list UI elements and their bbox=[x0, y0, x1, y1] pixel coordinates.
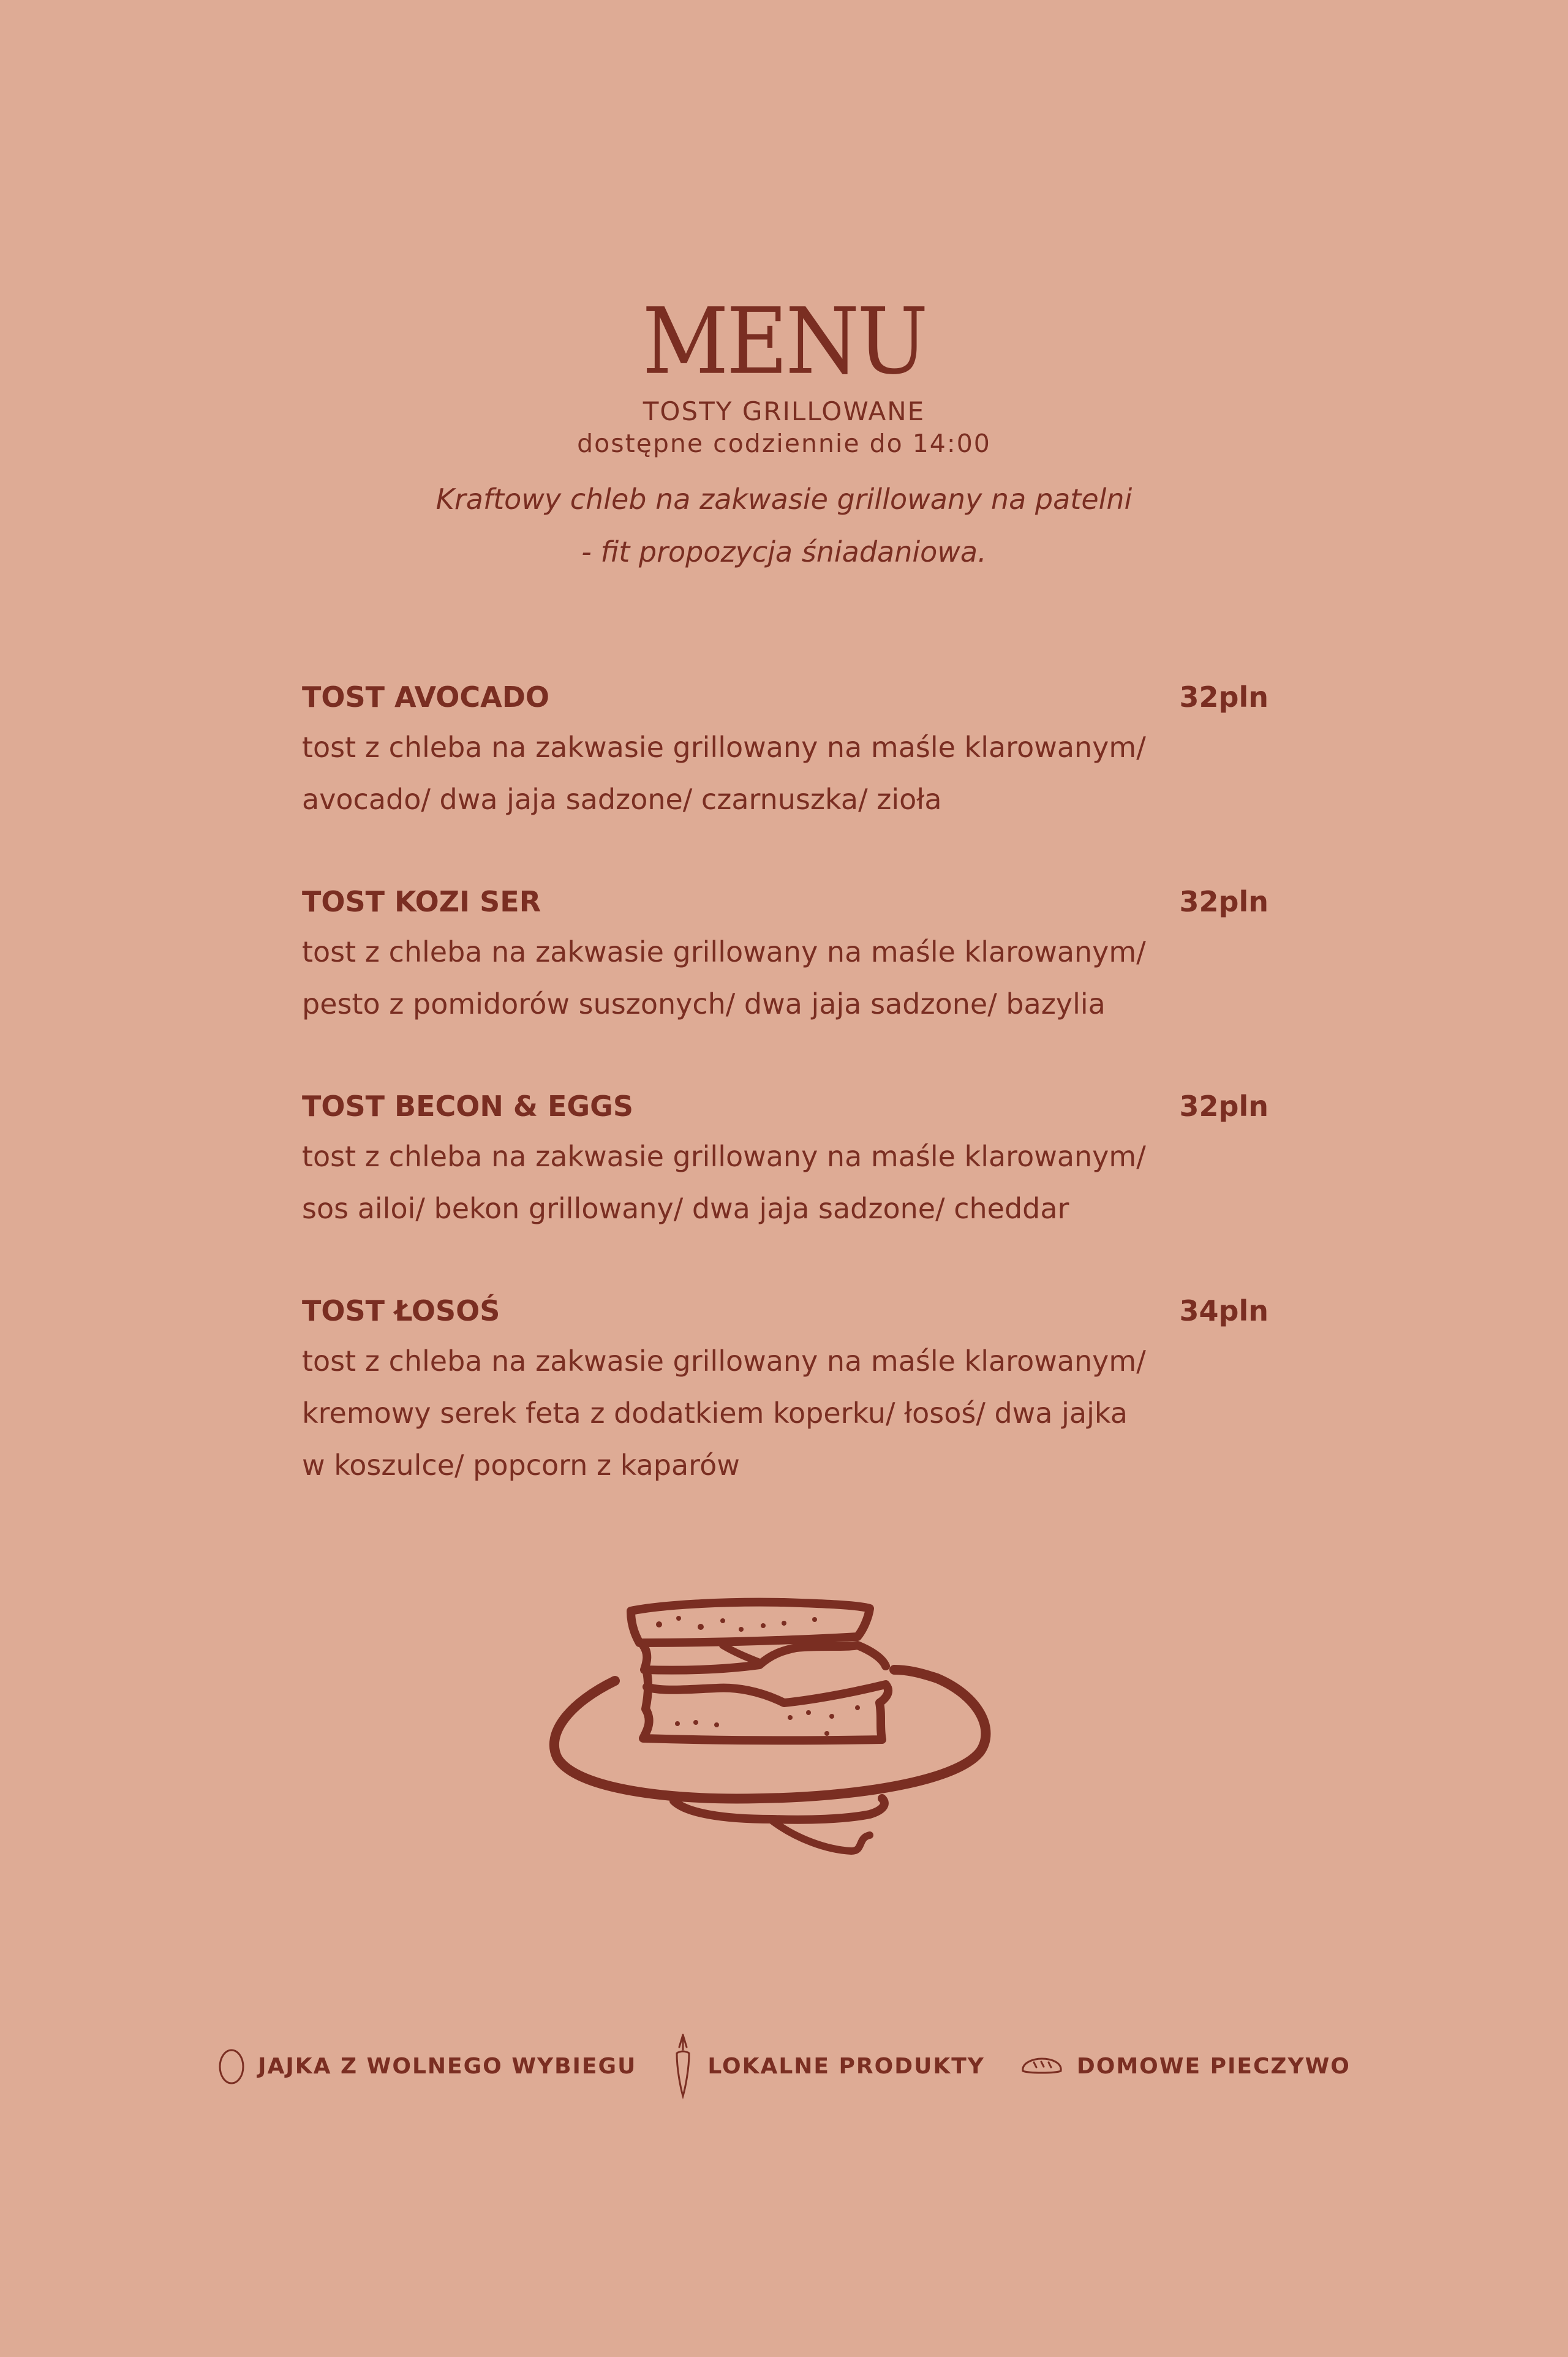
bread-icon bbox=[1019, 2055, 1065, 2077]
item-description: tost z chleba na zakwasie grillowany na maśle klarowanym/ avocado/ dwa jaja sadzone/ czarnuszka/ zioła bbox=[302, 731, 1146, 816]
intro-line-2: - fit propozycja śniadaniowa. bbox=[581, 535, 987, 568]
item-name: TOST BECON & EGGS bbox=[302, 1090, 634, 1123]
item-price: 32pln bbox=[1179, 885, 1268, 918]
menu-items bbox=[302, 673, 1270, 1543]
item-description: tost z chleba na zakwasie grillowany na maśle klarowanym/ pesto z pomidorów suszonych/ dwa jaja sadzone/ bazylia bbox=[302, 935, 1146, 1020]
menu-item bbox=[302, 1286, 1270, 1492]
menu-item bbox=[302, 877, 1270, 1030]
intro-line-1: Kraftowy chleb na zakwasie grillowany na patelni bbox=[435, 483, 1133, 516]
menu-header bbox=[0, 288, 1568, 578]
page-title: MENU bbox=[642, 288, 926, 395]
item-name: TOST ŁOSOŚ bbox=[302, 1294, 500, 1327]
menu-item bbox=[302, 1082, 1270, 1235]
intro-text bbox=[0, 473, 1568, 578]
badge-local-products bbox=[671, 2032, 985, 2100]
item-name: TOST AVOCADO bbox=[302, 681, 550, 714]
badge-homemade-bread bbox=[1019, 2054, 1351, 2079]
carrot-icon bbox=[671, 2032, 695, 2100]
badge-label: JAJKA Z WOLNEGO WYBIEGU bbox=[258, 2053, 637, 2079]
toast-on-plate-illustration bbox=[539, 1586, 1005, 1868]
item-description: tost z chleba na zakwasie grillowany na maśle klarowanym/ sos ailoi/ bekon grillowany/ dwa jaja sadzone/ cheddar bbox=[302, 1140, 1146, 1225]
item-price: 32pln bbox=[1179, 1090, 1268, 1123]
badge-label: DOMOWE PIECZYWO bbox=[1076, 2053, 1351, 2079]
item-price: 32pln bbox=[1179, 681, 1268, 714]
badge-free-range-eggs bbox=[217, 2047, 636, 2085]
footer-badges bbox=[0, 2032, 1568, 2100]
egg-icon bbox=[217, 2047, 246, 2085]
item-price: 34pln bbox=[1179, 1294, 1268, 1327]
section-subtitle: TOSTY GRILLOWANE bbox=[643, 396, 925, 426]
badge-label: LOKALNE PRODUKTY bbox=[707, 2053, 985, 2079]
availability-note: dostępne codziennie do 14:00 bbox=[577, 429, 991, 458]
menu-item bbox=[302, 673, 1270, 826]
item-name: TOST KOZI SER bbox=[302, 885, 541, 918]
item-description: tost z chleba na zakwasie grillowany na maśle klarowanym/ kremowy serek feta z dodatkiem koperku/ łosoś/ dwa jajka w koszulce/ popcorn z kaparów bbox=[302, 1344, 1146, 1482]
